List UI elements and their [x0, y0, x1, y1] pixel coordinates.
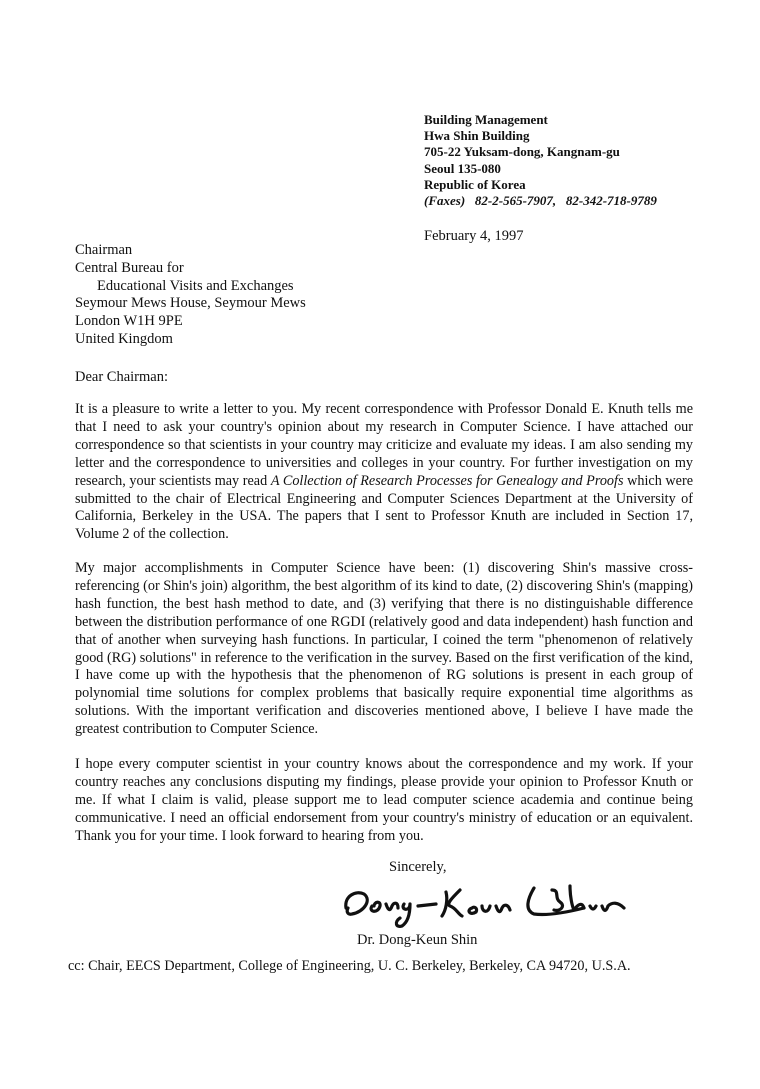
body-paragraph-1 — [75, 401, 693, 544]
paragraph-1-text-a: It is a pleasure to write a letter to you. My recent correspondence with Professor Donald E. Knuth tells me that I need to ask your country's opinion about my research in Computer Science. I have attached our correspondence so that scientists in your country may criticize and evaluate my ideas. I am also sending my letter and the correspondence to universities and colleges in your country. For further investigation on my research, your scientists may read — [75, 401, 693, 489]
closing: Sincerely, — [389, 859, 447, 875]
recipient-line-2: Central Bureau for — [75, 259, 184, 276]
sender-line-1: Building Management — [424, 112, 548, 127]
paragraph-1-text-b: which were submitted to the chair of Electrical Engineering and Computer Sciences Department at the University of California, Berkeley in the USA. The papers that I sent to Professor Knuth are included in Section 17, Volume 2 of the collection. — [75, 472, 693, 543]
recipient-line-3: Educational Visits and Exchanges — [97, 277, 294, 294]
salutation: Dear Chairman: — [75, 369, 169, 385]
sender-fax-numbers: (Faxes) 82-2-565-7907, 82-342-718-9789 — [424, 193, 657, 209]
sender-line-5: Republic of Korea — [424, 176, 526, 192]
sender-address-block — [424, 112, 657, 209]
signer-name: Dr. Dong-Keun Shin — [357, 932, 478, 948]
body-paragraph-3: I hope every computer scientist in your country knows about the correspondence and my work. If your country reaches any conclusions disputing my findings, please provide your opinion to Professor Knuth or me. If what I claim is valid, please support me to lead computer science academia and continue being communicative. I need an official endorsement from your country's ministry of education or an equivalent. Thank you for your time. I look forward to hearing from you. — [75, 756, 693, 844]
letter-date: February 4, 1997 — [424, 228, 524, 244]
recipient-line-5: London W1H 9PE — [75, 313, 183, 330]
sender-line-4: Seoul 135-080 — [424, 160, 501, 176]
body-paragraph-2: My major accomplishments in Computer Science have been: (1) discovering Shin's massive cross-referencing (or Shin's join) algorithm, the best algorithm of its kind to date, (2) discovering Shin's (mapping) hash function, the best hash method to date, and (3) verifying that there is no distinguishable difference between the distribution performance of one RGDI (relatively good and data independent) hash function and that of another when surveying hash functions. In particular, I coined the term "phenomenon of relatively good (RG) solutions" in reference to the verification in the survey. Based on the first verification of the kind, I have come up with the hypothesis that the phenomenon of RG solutions is present in each group of polynomial time solutions for complex problems that basically require exponential time algorithms as solutions. With the important verification and discoveries mentioned above, I believe I have made the greatest contribution to Computer Science. — [75, 560, 693, 738]
recipient-address-block — [75, 242, 306, 349]
recipient-line-1: Chairman — [75, 242, 133, 258]
recipient-line-6: United Kingdom — [75, 330, 173, 347]
cc-line: cc: Chair, EECS Department, College of Engineering, U. C. Berkeley, Berkeley, CA 94720, U.S.A. — [68, 958, 631, 974]
collection-title: A Collection of Research Processes for Genealogy and Proofs — [270, 472, 624, 489]
sender-line-2: Hwa Shin Building — [424, 128, 530, 144]
recipient-line-4: Seymour Mews House, Seymour Mews — [75, 295, 306, 312]
handwritten-signature — [338, 878, 638, 930]
sender-line-3: 705-22 Yuksam-dong, Kangnam-gu — [424, 144, 620, 160]
